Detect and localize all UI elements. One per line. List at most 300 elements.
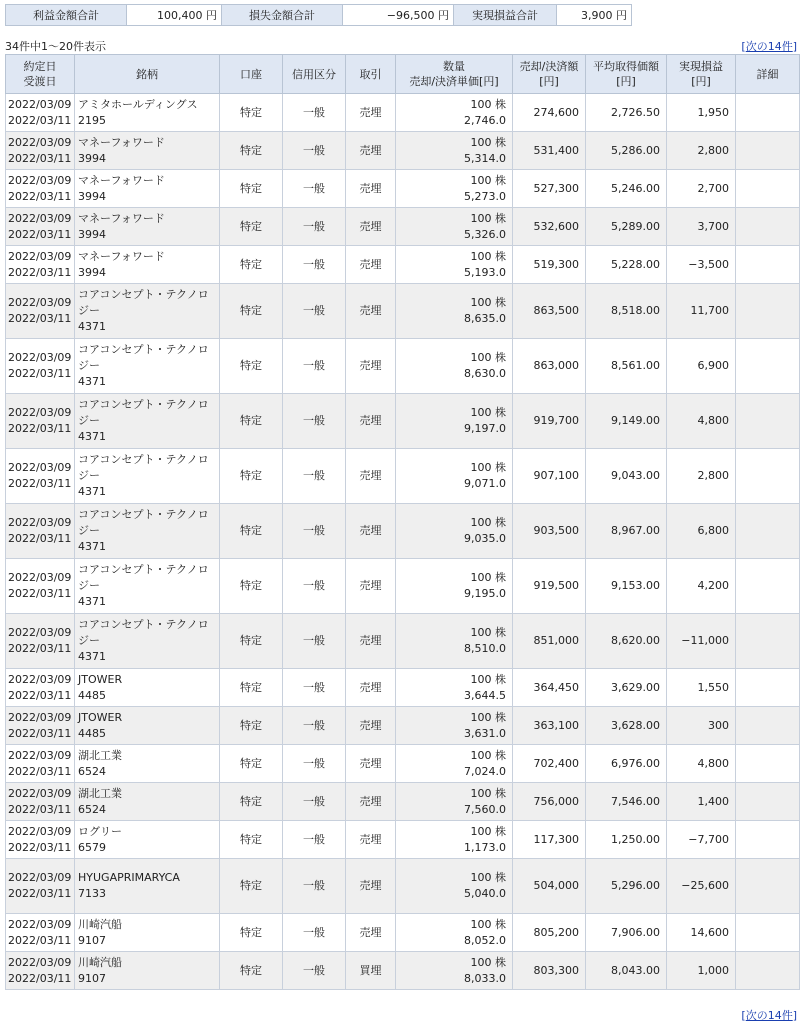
amount-cell: 702,400 bbox=[513, 745, 586, 783]
credit-cell: 一般 bbox=[283, 208, 346, 246]
date-cell bbox=[6, 707, 75, 745]
stock-name: アミタホールディングス bbox=[78, 97, 198, 111]
avg-cost-cell: 8,043.00 bbox=[586, 952, 667, 990]
quantity: 100 株 bbox=[470, 786, 506, 800]
realized-pl-cell: 3,700 bbox=[667, 208, 736, 246]
table-row bbox=[6, 952, 800, 990]
realized-pl-cell: −3,500 bbox=[667, 246, 736, 284]
amount-cell: 527,300 bbox=[513, 170, 586, 208]
quantity: 100 株 bbox=[470, 917, 506, 931]
table-row bbox=[6, 914, 800, 952]
account-cell: 特定 bbox=[220, 821, 283, 859]
realized-pl-cell: 14,600 bbox=[667, 914, 736, 952]
stock-cell bbox=[75, 449, 220, 504]
trade-type-cell: 売埋 bbox=[346, 859, 396, 914]
table-row bbox=[6, 504, 800, 559]
credit-cell: 一般 bbox=[283, 339, 346, 394]
trade-type-cell: 売埋 bbox=[346, 745, 396, 783]
trade-type-cell: 売埋 bbox=[346, 94, 396, 132]
account-cell: 特定 bbox=[220, 94, 283, 132]
detail-cell bbox=[736, 94, 800, 132]
credit-cell: 一般 bbox=[283, 952, 346, 990]
detail-cell bbox=[736, 394, 800, 449]
quantity: 100 株 bbox=[470, 135, 506, 149]
unit-price: 8,052.0 bbox=[464, 933, 506, 947]
credit-cell: 一般 bbox=[283, 132, 346, 170]
trade-type-cell: 売埋 bbox=[346, 914, 396, 952]
unit-price: 7,024.0 bbox=[464, 764, 506, 778]
settle-date: 2022/03/11 bbox=[8, 642, 72, 655]
credit-cell: 一般 bbox=[283, 246, 346, 284]
detail-cell bbox=[736, 669, 800, 707]
qty-cell bbox=[396, 504, 513, 559]
quantity: 100 株 bbox=[470, 672, 506, 686]
quantity: 100 株 bbox=[470, 461, 506, 474]
amount-cell: 531,400 bbox=[513, 132, 586, 170]
realized-pl-cell: 2,800 bbox=[667, 132, 736, 170]
amount-cell: 504,000 bbox=[513, 859, 586, 914]
header-name: 銘柄 bbox=[75, 55, 220, 94]
account-cell: 特定 bbox=[220, 132, 283, 170]
loss-total-label: 損失金額合計 bbox=[222, 5, 343, 26]
unit-price: 2,746.0 bbox=[464, 113, 506, 127]
stock-name: 川崎汽船 bbox=[78, 955, 122, 969]
trade-type-cell: 売埋 bbox=[346, 614, 396, 669]
account-cell: 特定 bbox=[220, 859, 283, 914]
header-detail: 詳細 bbox=[736, 55, 800, 94]
qty-cell bbox=[396, 94, 513, 132]
trade-type-cell: 売埋 bbox=[346, 246, 396, 284]
qty-cell bbox=[396, 170, 513, 208]
settle-date: 2022/03/11 bbox=[8, 477, 72, 490]
table-header bbox=[6, 55, 800, 94]
header-avg bbox=[586, 55, 667, 94]
amount-cell: 532,600 bbox=[513, 208, 586, 246]
credit-cell: 一般 bbox=[283, 614, 346, 669]
header-qty bbox=[396, 55, 513, 94]
trade-type-cell: 売埋 bbox=[346, 559, 396, 614]
avg-cost-cell: 5,286.00 bbox=[586, 132, 667, 170]
header-pl bbox=[667, 55, 736, 94]
detail-cell bbox=[736, 783, 800, 821]
avg-cost-cell: 9,153.00 bbox=[586, 559, 667, 614]
detail-cell bbox=[736, 952, 800, 990]
quantity: 100 株 bbox=[470, 249, 506, 263]
next-page-link-bottom[interactable]: 次の14件 bbox=[745, 1009, 793, 1022]
stock-name: HYUGAPRIMARYCA bbox=[78, 871, 180, 884]
trade-date: 2022/03/09 bbox=[8, 871, 72, 884]
pager-bottom: [次の14件] bbox=[741, 1009, 797, 1022]
stock-name: 湖北工業 bbox=[78, 748, 122, 762]
detail-cell bbox=[736, 449, 800, 504]
stock-cell bbox=[75, 859, 220, 914]
realized-pl-cell: 4,800 bbox=[667, 745, 736, 783]
date-cell bbox=[6, 94, 75, 132]
realized-pl-cell: 300 bbox=[667, 707, 736, 745]
trade-type-cell: 売埋 bbox=[346, 449, 396, 504]
stock-name: コアコンセプト・テクノロジー bbox=[78, 563, 209, 592]
stock-code: 4371 bbox=[78, 375, 106, 388]
credit-cell: 一般 bbox=[283, 859, 346, 914]
realized-pl-cell: 4,800 bbox=[667, 394, 736, 449]
qty-cell bbox=[396, 745, 513, 783]
stock-code: 2195 bbox=[78, 113, 106, 127]
qty-cell bbox=[396, 339, 513, 394]
settle-date: 2022/03/11 bbox=[8, 587, 72, 600]
account-cell: 特定 bbox=[220, 559, 283, 614]
trade-type-cell: 売埋 bbox=[346, 284, 396, 339]
table-row bbox=[6, 669, 800, 707]
trade-type-cell: 買埋 bbox=[346, 952, 396, 990]
settle-date: 2022/03/11 bbox=[8, 933, 72, 947]
trade-type-cell: 売埋 bbox=[346, 208, 396, 246]
trade-date: 2022/03/09 bbox=[8, 461, 72, 474]
realized-pl-cell: 1,550 bbox=[667, 669, 736, 707]
credit-cell: 一般 bbox=[283, 394, 346, 449]
stock-cell bbox=[75, 284, 220, 339]
avg-cost-cell: 7,906.00 bbox=[586, 914, 667, 952]
credit-cell: 一般 bbox=[283, 707, 346, 745]
amount-cell: 919,500 bbox=[513, 559, 586, 614]
stock-code: 4371 bbox=[78, 540, 106, 553]
amount-cell: 364,450 bbox=[513, 669, 586, 707]
table-row bbox=[6, 614, 800, 669]
stock-code: 4485 bbox=[78, 726, 106, 740]
avg-cost-cell: 3,629.00 bbox=[586, 669, 667, 707]
avg-cost-cell: 8,620.00 bbox=[586, 614, 667, 669]
qty-cell bbox=[396, 952, 513, 990]
stock-name: マネーフォワード bbox=[78, 211, 165, 225]
trade-date: 2022/03/09 bbox=[8, 672, 72, 686]
amount-cell: 903,500 bbox=[513, 504, 586, 559]
date-cell bbox=[6, 914, 75, 952]
trade-date: 2022/03/09 bbox=[8, 955, 72, 969]
quantity: 100 株 bbox=[470, 211, 506, 225]
stock-cell bbox=[75, 914, 220, 952]
header-pl-unit: [円] bbox=[691, 75, 711, 88]
detail-cell bbox=[736, 821, 800, 859]
realized-pl-cell: −25,600 bbox=[667, 859, 736, 914]
stock-cell bbox=[75, 669, 220, 707]
qty-cell bbox=[396, 821, 513, 859]
stock-name: JTOWER bbox=[78, 710, 123, 724]
amount-cell: 274,600 bbox=[513, 94, 586, 132]
unit-price: 9,035.0 bbox=[464, 532, 506, 545]
realized-pl-cell: −7,700 bbox=[667, 821, 736, 859]
stock-code: 4485 bbox=[78, 688, 106, 702]
qty-cell bbox=[396, 208, 513, 246]
detail-cell bbox=[736, 614, 800, 669]
trade-date: 2022/03/09 bbox=[8, 97, 72, 111]
amount-cell: 519,300 bbox=[513, 246, 586, 284]
account-cell: 特定 bbox=[220, 614, 283, 669]
settle-date: 2022/03/11 bbox=[8, 312, 72, 325]
avg-cost-cell: 8,967.00 bbox=[586, 504, 667, 559]
qty-cell bbox=[396, 559, 513, 614]
loss-total-value: −96,500 円 bbox=[343, 5, 454, 26]
trade-date: 2022/03/09 bbox=[8, 917, 72, 931]
trade-history-table bbox=[5, 54, 800, 990]
trade-date: 2022/03/09 bbox=[8, 748, 72, 762]
trade-type-cell: 売埋 bbox=[346, 821, 396, 859]
date-cell bbox=[6, 246, 75, 284]
settle-date: 2022/03/11 bbox=[8, 887, 72, 900]
account-cell: 特定 bbox=[220, 170, 283, 208]
quantity: 100 株 bbox=[470, 710, 506, 724]
credit-cell: 一般 bbox=[283, 449, 346, 504]
settle-date: 2022/03/11 bbox=[8, 422, 72, 435]
unit-price: 5,193.0 bbox=[464, 265, 506, 279]
header-trade: 取引 bbox=[346, 55, 396, 94]
header-account: 口座 bbox=[220, 55, 283, 94]
realized-pl-cell: −11,000 bbox=[667, 614, 736, 669]
quantity: 100 株 bbox=[470, 351, 506, 364]
trade-type-cell: 売埋 bbox=[346, 132, 396, 170]
stock-code: 7133 bbox=[78, 887, 106, 900]
amount-cell: 363,100 bbox=[513, 707, 586, 745]
trade-date: 2022/03/09 bbox=[8, 710, 72, 724]
stock-cell bbox=[75, 614, 220, 669]
profit-total-label: 利益金額合計 bbox=[6, 5, 127, 26]
trade-date: 2022/03/09 bbox=[8, 173, 72, 187]
stock-cell bbox=[75, 783, 220, 821]
stock-name: マネーフォワード bbox=[78, 173, 165, 187]
credit-cell: 一般 bbox=[283, 94, 346, 132]
table-row bbox=[6, 94, 800, 132]
stock-cell bbox=[75, 94, 220, 132]
header-pl-label: 実現損益 bbox=[679, 60, 723, 73]
table-row bbox=[6, 821, 800, 859]
unit-price: 9,197.0 bbox=[464, 422, 506, 435]
date-cell bbox=[6, 859, 75, 914]
avg-cost-cell: 6,976.00 bbox=[586, 745, 667, 783]
header-avg-unit: [円] bbox=[616, 75, 636, 88]
stock-cell bbox=[75, 821, 220, 859]
header-price-label: 売却/決済単価[円] bbox=[409, 75, 499, 88]
detail-cell bbox=[736, 745, 800, 783]
settle-date: 2022/03/11 bbox=[8, 971, 72, 985]
quantity: 100 株 bbox=[470, 406, 506, 419]
table-row bbox=[6, 449, 800, 504]
stock-code: 3994 bbox=[78, 151, 106, 165]
qty-cell bbox=[396, 859, 513, 914]
unit-price: 1,173.0 bbox=[464, 840, 506, 854]
table-row bbox=[6, 246, 800, 284]
date-cell bbox=[6, 284, 75, 339]
header-amount-label: 売却/決済額 bbox=[519, 60, 579, 73]
table-row bbox=[6, 745, 800, 783]
quantity: 100 株 bbox=[470, 97, 506, 111]
realized-total-label: 実現損益合計 bbox=[454, 5, 557, 26]
summary-table bbox=[5, 4, 632, 26]
date-cell bbox=[6, 208, 75, 246]
avg-cost-cell: 7,546.00 bbox=[586, 783, 667, 821]
avg-cost-cell: 8,561.00 bbox=[586, 339, 667, 394]
table-row bbox=[6, 559, 800, 614]
date-cell bbox=[6, 504, 75, 559]
avg-cost-cell: 5,228.00 bbox=[586, 246, 667, 284]
unit-price: 7,560.0 bbox=[464, 802, 506, 816]
trade-date: 2022/03/09 bbox=[8, 406, 72, 419]
stock-cell bbox=[75, 246, 220, 284]
stock-name: コアコンセプト・テクノロジー bbox=[78, 618, 209, 647]
qty-cell bbox=[396, 914, 513, 952]
stock-cell bbox=[75, 394, 220, 449]
trade-type-cell: 売埋 bbox=[346, 707, 396, 745]
trade-type-cell: 売埋 bbox=[346, 783, 396, 821]
next-page-link-top[interactable]: 次の14件 bbox=[745, 40, 793, 53]
unit-price: 8,510.0 bbox=[464, 642, 506, 655]
detail-cell bbox=[736, 170, 800, 208]
stock-name: JTOWER bbox=[78, 672, 123, 686]
stock-name: コアコンセプト・テクノロジー bbox=[78, 398, 209, 427]
qty-cell bbox=[396, 394, 513, 449]
stock-name: コアコンセプト・テクノロジー bbox=[78, 508, 209, 537]
quantity: 100 株 bbox=[470, 516, 506, 529]
quantity: 100 株 bbox=[470, 955, 506, 969]
date-cell bbox=[6, 821, 75, 859]
qty-cell bbox=[396, 783, 513, 821]
date-cell bbox=[6, 559, 75, 614]
table-row bbox=[6, 284, 800, 339]
detail-cell bbox=[736, 284, 800, 339]
amount-cell: 805,200 bbox=[513, 914, 586, 952]
avg-cost-cell: 9,043.00 bbox=[586, 449, 667, 504]
settle-date: 2022/03/11 bbox=[8, 113, 72, 127]
stock-cell bbox=[75, 132, 220, 170]
stock-name: マネーフォワード bbox=[78, 135, 165, 149]
stock-cell bbox=[75, 339, 220, 394]
realized-pl-cell: 4,200 bbox=[667, 559, 736, 614]
table-row bbox=[6, 339, 800, 394]
settle-date: 2022/03/11 bbox=[8, 151, 72, 165]
table-row bbox=[6, 859, 800, 914]
settle-date: 2022/03/11 bbox=[8, 367, 72, 380]
detail-cell bbox=[736, 208, 800, 246]
settle-date: 2022/03/11 bbox=[8, 265, 72, 279]
trade-date: 2022/03/09 bbox=[8, 296, 72, 309]
unit-price: 3,644.5 bbox=[464, 688, 506, 702]
detail-cell bbox=[736, 707, 800, 745]
settle-date: 2022/03/11 bbox=[8, 532, 72, 545]
avg-cost-cell: 8,518.00 bbox=[586, 284, 667, 339]
header-date bbox=[6, 55, 75, 94]
table-row bbox=[6, 783, 800, 821]
stock-code: 4371 bbox=[78, 595, 106, 608]
header-trade-date: 約定日 bbox=[23, 60, 57, 73]
account-cell: 特定 bbox=[220, 745, 283, 783]
quantity: 100 株 bbox=[470, 173, 506, 187]
qty-cell bbox=[396, 246, 513, 284]
account-cell: 特定 bbox=[220, 208, 283, 246]
stock-code: 6524 bbox=[78, 802, 106, 816]
stock-name: 川崎汽船 bbox=[78, 917, 122, 931]
unit-price: 5,314.0 bbox=[464, 151, 506, 165]
trade-date: 2022/03/09 bbox=[8, 786, 72, 800]
detail-cell bbox=[736, 914, 800, 952]
pager-top: [次の14件] bbox=[741, 40, 797, 53]
account-cell: 特定 bbox=[220, 394, 283, 449]
stock-code: 9107 bbox=[78, 933, 106, 947]
date-cell bbox=[6, 783, 75, 821]
qty-cell bbox=[396, 669, 513, 707]
stock-name: ログリー bbox=[78, 824, 122, 838]
table-row bbox=[6, 132, 800, 170]
settle-date: 2022/03/11 bbox=[8, 726, 72, 740]
credit-cell: 一般 bbox=[283, 669, 346, 707]
settle-date: 2022/03/11 bbox=[8, 802, 72, 816]
amount-cell: 756,000 bbox=[513, 783, 586, 821]
stock-name: 湖北工業 bbox=[78, 786, 122, 800]
qty-cell bbox=[396, 449, 513, 504]
account-cell: 特定 bbox=[220, 783, 283, 821]
quantity: 100 株 bbox=[470, 626, 506, 639]
stock-code: 3994 bbox=[78, 227, 106, 241]
stock-cell bbox=[75, 170, 220, 208]
unit-price: 5,273.0 bbox=[464, 189, 506, 203]
avg-cost-cell: 5,289.00 bbox=[586, 208, 667, 246]
avg-cost-cell: 1,250.00 bbox=[586, 821, 667, 859]
unit-price: 5,326.0 bbox=[464, 227, 506, 241]
quantity: 100 株 bbox=[470, 571, 506, 584]
realized-pl-cell: 6,800 bbox=[667, 504, 736, 559]
stock-cell bbox=[75, 208, 220, 246]
stock-cell bbox=[75, 559, 220, 614]
date-cell bbox=[6, 339, 75, 394]
settle-date: 2022/03/11 bbox=[8, 840, 72, 854]
trade-type-cell: 売埋 bbox=[346, 394, 396, 449]
stock-name: マネーフォワード bbox=[78, 249, 165, 263]
avg-cost-cell: 9,149.00 bbox=[586, 394, 667, 449]
credit-cell: 一般 bbox=[283, 170, 346, 208]
realized-total-value: 3,900 円 bbox=[557, 5, 632, 26]
stock-code: 3994 bbox=[78, 265, 106, 279]
trade-rows bbox=[6, 94, 800, 990]
credit-cell: 一般 bbox=[283, 745, 346, 783]
stock-code: 4371 bbox=[78, 430, 106, 443]
avg-cost-cell: 3,628.00 bbox=[586, 707, 667, 745]
realized-pl-cell: 1,000 bbox=[667, 952, 736, 990]
avg-cost-cell: 2,726.50 bbox=[586, 94, 667, 132]
trade-type-cell: 売埋 bbox=[346, 170, 396, 208]
unit-price: 3,631.0 bbox=[464, 726, 506, 740]
detail-cell bbox=[736, 859, 800, 914]
realized-pl-cell: 6,900 bbox=[667, 339, 736, 394]
trade-date: 2022/03/09 bbox=[8, 824, 72, 838]
account-cell: 特定 bbox=[220, 339, 283, 394]
settle-date: 2022/03/11 bbox=[8, 189, 72, 203]
detail-cell bbox=[736, 132, 800, 170]
unit-price: 8,033.0 bbox=[464, 971, 506, 985]
trade-type-cell: 売埋 bbox=[346, 339, 396, 394]
account-cell: 特定 bbox=[220, 914, 283, 952]
header-settle-date: 受渡日 bbox=[23, 75, 57, 88]
stock-code: 6579 bbox=[78, 840, 106, 854]
credit-cell: 一般 bbox=[283, 504, 346, 559]
realized-pl-cell: 1,950 bbox=[667, 94, 736, 132]
realized-pl-cell: 2,800 bbox=[667, 449, 736, 504]
stock-name: コアコンセプト・テクノロジー bbox=[78, 288, 209, 317]
realized-pl-cell: 2,700 bbox=[667, 170, 736, 208]
quantity: 100 株 bbox=[470, 824, 506, 838]
amount-cell: 863,500 bbox=[513, 284, 586, 339]
date-cell bbox=[6, 132, 75, 170]
table-row bbox=[6, 170, 800, 208]
detail-cell bbox=[736, 339, 800, 394]
date-cell bbox=[6, 669, 75, 707]
table-row bbox=[6, 394, 800, 449]
amount-cell: 863,000 bbox=[513, 339, 586, 394]
